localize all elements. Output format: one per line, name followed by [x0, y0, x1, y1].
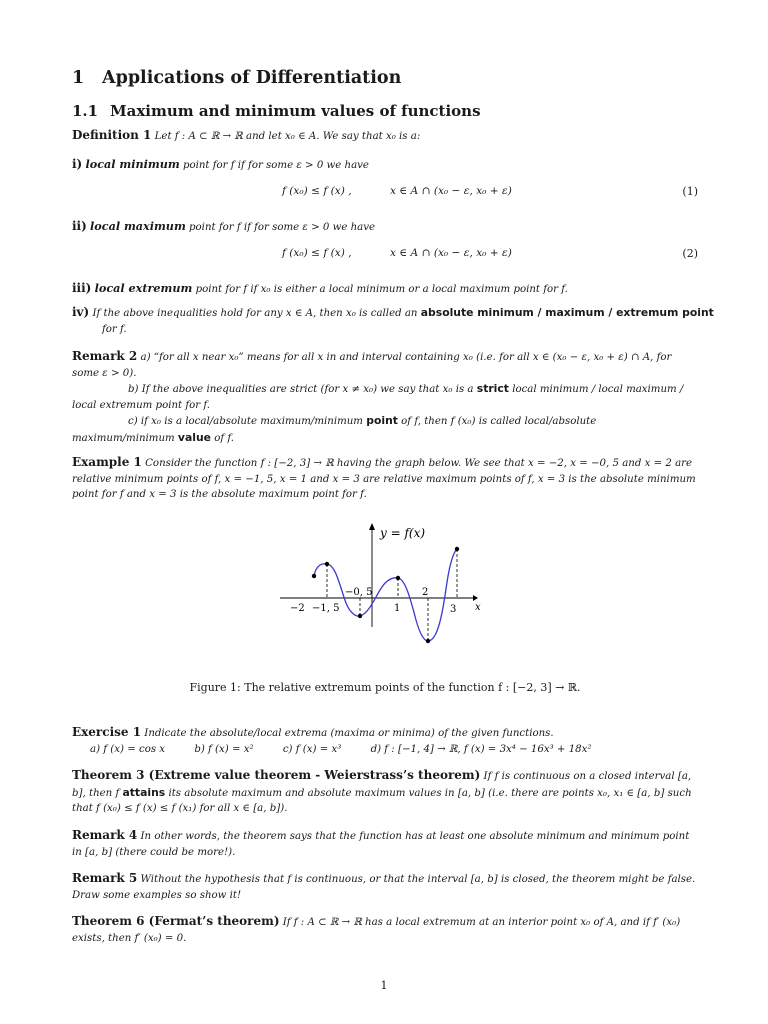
tick-label-minus-1-5: −1, 5: [312, 603, 340, 614]
theorem-6-text: If f : A ⊂ ℝ → ℝ has a local extremum at an interior point x₀ of A, and if f′ (x₀) exists, then f′ (x₀) = 0.: [72, 917, 681, 944]
remark-2-b-post: local minimum / local maximum / local extremum point for f.: [72, 384, 684, 411]
remark-2-c-post: of f.: [214, 432, 235, 444]
item-iii-label: iii): [72, 281, 92, 295]
example-1-text: Consider the function f : [−2, 3] → ℝ having the graph below. We see that x = −2, x = −0, 5 and x = 2 are relative minimum points of f, x = −1, 5, x = 1 and x = 3 are relative maximum points of f, x = 3 is the absolute minimum point for f and x = 3 is the absolute maximum point for f.: [72, 458, 696, 500]
item-iv-pre: If the above inequalities hold for any x ∈ A, then x₀ is called an: [92, 308, 418, 319]
remark-2-a: a) “for all x near x₀” means for all x in and interval containing x₀ (i.e. for all x ∈ (x₀ − ε, x₀ + ε) ∩ A, for some ε > 0).: [72, 352, 672, 379]
remark-4-head: Remark 4: [72, 828, 138, 842]
section-heading: [72, 68, 698, 88]
figure-caption: Figure 1: The relative extremum points of the function f : [−2, 3] → ℝ.: [189, 681, 581, 694]
tick-label-2: 2: [422, 587, 429, 598]
remark-2-c-term-2: value: [177, 430, 211, 444]
item-ii: [72, 219, 698, 236]
remark-2-part-a: [72, 349, 698, 381]
item-i-rest: point for f if for some ε > 0 we have: [182, 160, 369, 171]
function-curve: [314, 549, 457, 641]
exercise-1: [72, 725, 698, 757]
item-i-label: i): [72, 157, 83, 171]
subsection-title: Maximum and minimum values of functions: [110, 102, 481, 120]
remark-5: [72, 871, 698, 903]
remark-2-part-c: [72, 413, 698, 446]
item-ii-term: local maximum: [90, 219, 186, 233]
equation-1-lhs: f (x₀) ≤ f (x) ,: [282, 185, 352, 197]
remark-2-part-b: [72, 381, 698, 413]
section-number: 1: [72, 68, 85, 88]
item-iv-post: for f.: [102, 323, 127, 335]
remark-5-text: Without the hypothesis that f is continuous, or that the interval [a, b] is closed, the theorem might be false. Draw some examples so show it!: [72, 874, 696, 901]
section-title: Applications of Differentiation: [102, 68, 402, 88]
theorem-3-pre: If f is continuous on a closed interval [a, b], then f: [72, 771, 692, 799]
item-iv-term: absolute minimum / maximum / extremum point: [420, 306, 714, 319]
item-iv: [72, 305, 728, 337]
subsection-number: 1.1: [72, 102, 99, 120]
theorem-3-post: its absolute maximum and absolute maximum values in [a, b] (i.e. there are points x₀, x₁ ∈ [a, b] such that f (x₀) ≤ f (x) ≤ f (x₁) for all x ∈ [a, b]).: [72, 787, 692, 814]
exercise-item-b: b) f (x) = x²: [194, 743, 254, 755]
page-number: 1: [380, 979, 388, 992]
remark-4: [72, 828, 698, 860]
example-1: [72, 455, 698, 503]
equation-2-lhs: f (x₀) ≤ f (x) ,: [282, 247, 352, 259]
definition-1-head: Definition 1: [72, 128, 152, 142]
tick-label-minus-0-5: −0, 5: [345, 587, 373, 598]
remark-2-b-term: strict: [476, 382, 509, 395]
item-iii-term: local extremum: [94, 281, 193, 295]
exercise-1-items: [72, 742, 698, 758]
remark-2-head: Remark 2: [72, 349, 138, 363]
y-axis-label: y = f(x): [380, 526, 426, 540]
function-graph-figure: [270, 515, 500, 655]
subsection-heading: [72, 102, 698, 120]
item-iv-label: iv): [72, 305, 90, 319]
exercise-1-text: Indicate the absolute/local extrema (maxima or minima) of the given functions.: [144, 728, 554, 739]
exercise-item-d: d) f : [−1, 4] → ℝ, f (x) = 3x⁴ − 16x³ + 18x²: [370, 743, 592, 755]
exercise-item-a: a) f (x) = cos x: [90, 743, 166, 755]
equation-1-tag: (1): [682, 185, 698, 198]
remark-2-c-term-1: point: [366, 414, 398, 427]
item-iii-rest: point for f if x₀ is either a local minimum or a local maximum point for f.: [195, 284, 568, 295]
remark-2-c-pre: c) if x₀ is a local/absolute maximum/minimum: [128, 416, 363, 427]
theorem-6-head: Theorem 6 (Fermat’s theorem): [72, 914, 280, 928]
remark-5-head: Remark 5: [72, 871, 138, 885]
equation-2-rhs: x ∈ A ∩ (x₀ − ε, x₀ + ε): [390, 247, 512, 259]
remark-2-c-mid: of f, then f (x₀) is called local/absolute maximum/minimum: [72, 416, 597, 444]
item-i: [72, 157, 698, 174]
exercise-1-head: Exercise 1: [72, 725, 142, 739]
item-i-term: local minimum: [85, 157, 180, 171]
definition-1-text: Let f : A ⊂ ℝ → ℝ and let x₀ ∈ A. We say that x₀ is a:: [154, 131, 421, 142]
remark-2: [72, 349, 698, 446]
tick-label-3: 3: [450, 604, 457, 615]
exercise-item-c: c) f (x) = x³: [282, 743, 342, 755]
tick-label-minus-2: −2: [290, 603, 305, 614]
item-ii-label: ii): [72, 219, 87, 233]
theorem-6: [72, 914, 698, 946]
theorem-3-term: attains: [122, 785, 166, 799]
item-ii-rest: point for f if for some ε > 0 we have: [189, 222, 376, 233]
theorem-3-head: Theorem 3 (Extreme value theorem - Weierstrass’s theorem): [72, 768, 481, 782]
remark-2-b-pre: b) If the above inequalities are strict (for x ≠ x₀) we say that x₀ is a: [128, 384, 474, 395]
x-axis-arrow: [473, 595, 478, 601]
definition-1: [72, 128, 698, 145]
theorem-3: [72, 768, 698, 817]
tick-label-1: 1: [394, 603, 401, 614]
example-1-head: Example 1: [72, 455, 142, 469]
x-axis-label: x: [475, 602, 481, 613]
equation-2-tag: (2): [682, 247, 698, 260]
item-iii: [72, 281, 698, 298]
remark-4-text: In other words, the theorem says that the function has at least one absolute minimum and minimum point in [a, b] (there could be more!).: [72, 831, 690, 858]
equation-1-rhs: x ∈ A ∩ (x₀ − ε, x₀ + ε): [390, 185, 512, 197]
y-axis-arrow: [369, 523, 375, 530]
